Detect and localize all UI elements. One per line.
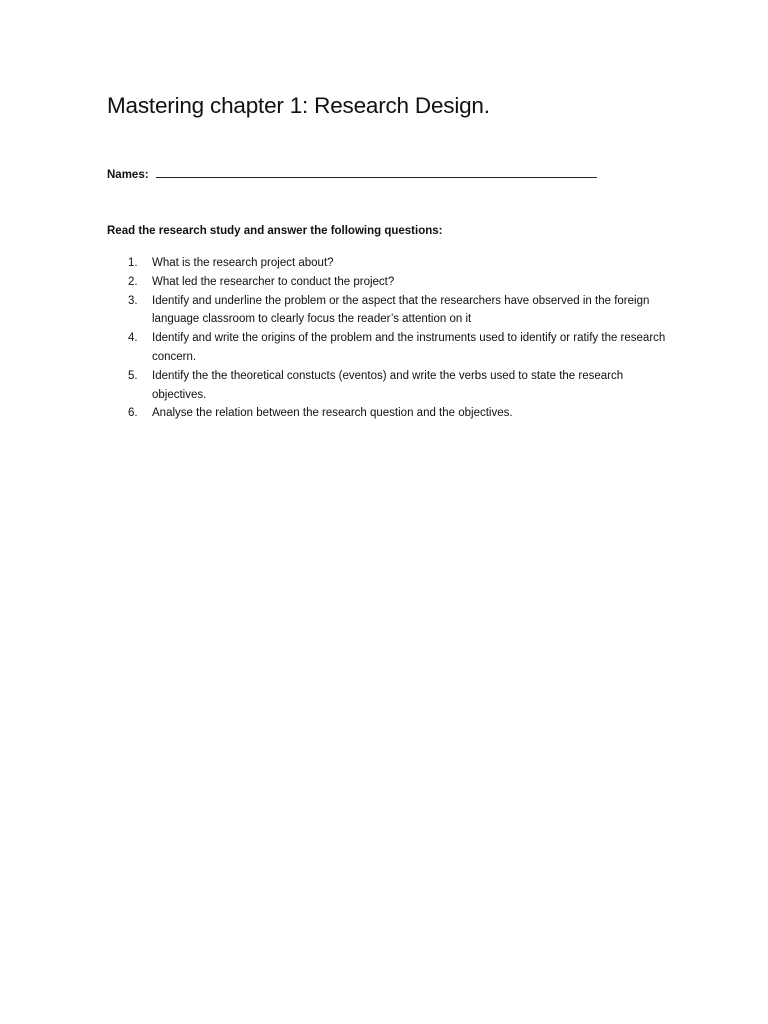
question-number: 6. [128, 407, 138, 420]
question-number: 4. [128, 332, 138, 345]
question-number: 3. [128, 294, 138, 307]
question-number: 5. [128, 369, 138, 382]
question-text: Analyse the relation between the research question and the objectives. [152, 407, 513, 420]
question-item [107, 404, 667, 423]
question-number: 1. [128, 257, 138, 269]
names-field [107, 166, 597, 181]
names-label: Names: [107, 169, 152, 181]
question-text: Identify the the theoretical constucts (eventos) and write the verbs used to state the research objectives. [152, 369, 624, 401]
names-blank-line [156, 166, 597, 178]
question-text: Identify and write the origins of the problem and the instruments used to identify or ratify the research concern. [152, 332, 666, 363]
instruction-text: Read the research study and answer the following questions: [107, 225, 443, 237]
question-number: 2. [128, 275, 138, 288]
document-title: Mastering chapter 1: Research Design. [107, 93, 490, 118]
question-item [107, 329, 667, 367]
question-text: Identify and underline the problem or the aspect that the researchers have observed in the foreign language classroom to clearly focus the reader’s attention on it [152, 294, 650, 326]
question-item [107, 292, 667, 330]
question-item [107, 254, 667, 273]
question-text: What is the research project about? [152, 257, 334, 269]
question-list [107, 254, 667, 423]
question-item [107, 367, 667, 405]
question-text: What led the researcher to conduct the project? [152, 275, 395, 288]
question-item [107, 273, 667, 292]
